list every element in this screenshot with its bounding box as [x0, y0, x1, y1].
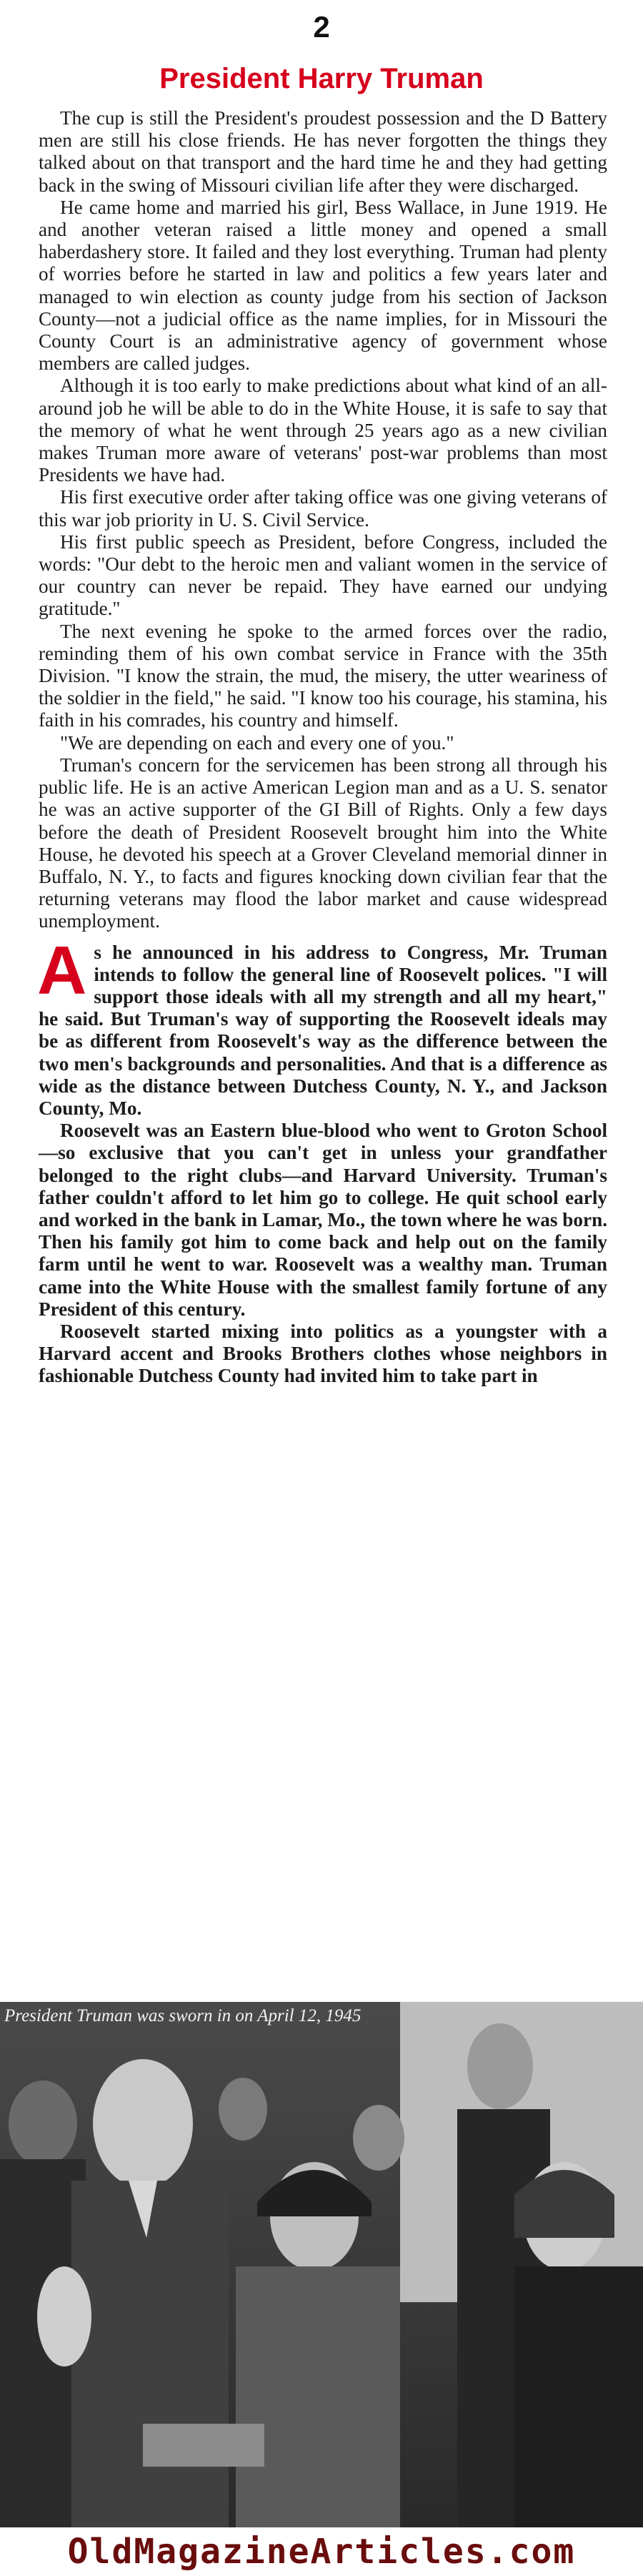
article-paragraph: He came home and married his girl, Bess Wallace, in June 1919. He and another veteran raised a little money and opened a small haberdashery store. It failed and they lost everything. Truman had plenty of worries before he started in law and politics a few years later and managed to win election as county judge from his section of Jackson County—not a judicial office as the name implies, for in Missouri the County Court is an administrative agency of government whose members are called judges.: [39, 196, 607, 375]
swearing-in-photo: [0, 2002, 643, 2527]
site-brand-logo: OldMagazineArticles.com: [0, 2527, 643, 2576]
article-paragraph: Roosevelt was an Eastern blue-blood who went to Groton School—so exclusive that you can't get in unless your grandfather belonged to the right clubs—and Harvard University. Truman's father couldn't afford to let him go to college. He quit school early and worked in the bank in Lamar, Mo., the town where he was born. Then his family got him to come back and help out on the family farm until he went to war. Roosevelt was a wealthy man. Truman came into the White House with the smallest family fortune of any President of this century.: [39, 1120, 607, 1320]
page-number: 2: [313, 10, 330, 44]
article-paragraph: Although it is too early to make predictions about what kind of an all-around job he will be able to do in the White House, it is safe to say that the memory of what he went through 25 years ago as a new civilian makes Truman more aware of veterans' post-war problems than most Presidents we have had.: [39, 375, 607, 486]
article-body: [39, 107, 607, 1388]
article-paragraph: His first public speech as President, before Congress, included the words: "Our debt to the heroic men and valiant women in the service of our country can never be repaid. They have earned our undying gratitude.": [39, 531, 607, 620]
article-paragraph: "We are depending on each and every one of you.": [60, 731, 454, 754]
article-paragraph-dropcap: [37, 932, 607, 1120]
photo-caption: President Truman was sworn in on April 12, 1945: [4, 2006, 362, 2025]
article-paragraph: The cup is still the President's proudest possession and the D Battery men are still his close friends. He has never forgotten the things they talked about on that transport and the hard time he and they had getting back in the swing of Missouri civilian life after they were discharged.: [39, 107, 607, 196]
article-paragraph: Truman's concern for the servicemen has been strong all through his public life. He is an active American Legion man and as a U. S. senator he was an active supporter of the GI Bill of Rights. Only a few days before the death of President Roosevelt brought him into the White House, he devoted his speech at a Grover Cleveland memorial dinner in Buffalo, N. Y., to facts and figures knocking down civilian fear that the returning veterans may flood the labor market and cause widespread unemployment.: [39, 754, 607, 932]
article-paragraph: The next evening he spoke to the armed forces over the radio, reminding them of his own combat service in France with the 35th Division. "I know the strain, the mud, the misery, the utter weariness of the soldier in the field," he said. "I know too his courage, his stamina, his faith in his comrades, his country and himself.: [39, 620, 607, 731]
photo-icon: [0, 2002, 643, 2527]
article-paragraph: His first executive order after taking office was one giving veterans of this war job priority in U. S. Civil Service.: [39, 486, 607, 531]
article-headline: President Harry Truman: [159, 63, 484, 94]
dropcap-paragraph-text: s he announced in his address to Congress, Mr. Truman intends to follow the general line of Roosevelt polices. "I will support those ideals with all my strength and all my heart," he said. But Truman's way of supporting the Roosevelt ideals may be as different from Roosevelt's way as the difference between the two men's backgrounds and personalities. And that is a difference as wide as the distance between Dutchess County, N. Y., and Jackson County, Mo.: [39, 941, 607, 1119]
drop-cap-letter: A: [37, 932, 87, 1009]
article-paragraph: Roosevelt started mixing into politics as a youngster with a Harvard accent and Brooks Brothers clothes whose neighbors in fashionable Dutchess County had invited him to take part in: [39, 1320, 607, 1387]
